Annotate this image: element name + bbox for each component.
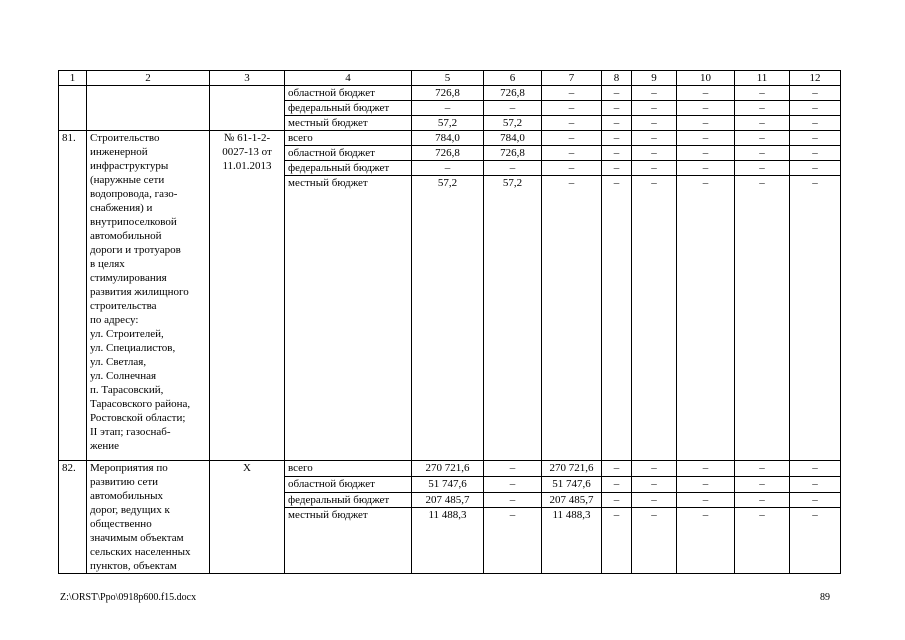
value-cell: 51 747,6 — [412, 476, 484, 492]
value-cell: 57,2 — [412, 176, 484, 461]
value-cell: – — [484, 101, 542, 116]
value-cell: – — [790, 492, 841, 508]
value-cell: – — [677, 508, 735, 574]
value-cell: – — [602, 86, 632, 101]
document-ref: № 61-1-2- 0027-13 от 11.01.2013 — [210, 131, 285, 461]
value-cell: 11 488,3 — [542, 508, 602, 574]
value-cell: – — [602, 176, 632, 461]
value-cell: 57,2 — [484, 116, 542, 131]
header-cell: 2 — [87, 71, 210, 86]
value-cell: – — [735, 476, 790, 492]
value-cell: – — [677, 176, 735, 461]
value-cell: – — [542, 161, 602, 176]
budget-source: федеральный бюджет — [285, 101, 412, 116]
value-cell: – — [790, 476, 841, 492]
value-cell: – — [677, 461, 735, 477]
value-cell: – — [602, 476, 632, 492]
value-cell: – — [790, 161, 841, 176]
table-row — [59, 461, 841, 477]
value-cell: – — [602, 492, 632, 508]
value-cell: – — [735, 86, 790, 101]
value-cell: 57,2 — [412, 116, 484, 131]
value-cell: – — [735, 161, 790, 176]
value-cell: – — [602, 131, 632, 146]
value-cell: – — [677, 101, 735, 116]
value-cell: 270 721,6 — [542, 461, 602, 477]
value-cell: 51 747,6 — [542, 476, 602, 492]
value-cell: 726,8 — [412, 86, 484, 101]
header-cell: 10 — [677, 71, 735, 86]
value-cell: 270 721,6 — [412, 461, 484, 477]
value-cell: – — [677, 161, 735, 176]
document-ref — [210, 86, 285, 131]
value-cell: 784,0 — [412, 131, 484, 146]
value-cell: – — [735, 492, 790, 508]
measure-name: Мероприятия по развитию сети автомобильных дорог, ведущих к общественно значимым объектам сельских населенных пунктов, объектам — [87, 461, 210, 574]
value-cell: – — [790, 86, 841, 101]
value-cell: – — [542, 176, 602, 461]
value-cell: – — [632, 86, 677, 101]
value-cell: – — [677, 476, 735, 492]
header-cell: 1 — [59, 71, 87, 86]
value-cell: 726,8 — [484, 146, 542, 161]
document-ref: Х — [210, 461, 285, 574]
header-cell: 4 — [285, 71, 412, 86]
row-number: 82. — [59, 461, 87, 574]
value-cell: 57,2 — [484, 176, 542, 461]
header-cell: 11 — [735, 71, 790, 86]
value-cell: – — [542, 146, 602, 161]
value-cell: – — [790, 146, 841, 161]
value-cell: 784,0 — [484, 131, 542, 146]
value-cell: – — [632, 476, 677, 492]
value-cell: – — [632, 116, 677, 131]
value-cell: – — [677, 116, 735, 131]
value-cell: – — [677, 131, 735, 146]
value-cell: – — [790, 101, 841, 116]
value-cell: – — [790, 508, 841, 574]
page-number: 89 — [820, 592, 830, 603]
value-cell: 726,8 — [484, 86, 542, 101]
value-cell: – — [484, 476, 542, 492]
value-cell: – — [632, 131, 677, 146]
value-cell: – — [542, 101, 602, 116]
value-cell: – — [542, 116, 602, 131]
budget-source: всего — [285, 131, 412, 146]
measure-name — [87, 86, 210, 131]
budget-source: областной бюджет — [285, 86, 412, 101]
header-cell: 6 — [484, 71, 542, 86]
value-cell: – — [735, 101, 790, 116]
value-cell: – — [632, 161, 677, 176]
header-cell: 12 — [790, 71, 841, 86]
budget-source: местный бюджет — [285, 508, 412, 574]
value-cell: – — [602, 116, 632, 131]
value-cell: – — [790, 116, 841, 131]
value-cell: – — [602, 146, 632, 161]
header-cell: 3 — [210, 71, 285, 86]
value-cell: – — [542, 86, 602, 101]
budget-source: местный бюджет — [285, 116, 412, 131]
value-cell: – — [602, 461, 632, 477]
value-cell: – — [632, 146, 677, 161]
value-cell: – — [602, 508, 632, 574]
budget-source: всего — [285, 461, 412, 477]
value-cell: – — [677, 86, 735, 101]
value-cell: – — [735, 131, 790, 146]
value-cell: – — [602, 101, 632, 116]
value-cell: – — [790, 461, 841, 477]
value-cell: – — [677, 492, 735, 508]
value-cell: – — [632, 461, 677, 477]
value-cell: – — [790, 176, 841, 461]
program-table — [58, 70, 841, 574]
value-cell: – — [735, 176, 790, 461]
value-cell: – — [677, 146, 735, 161]
header-row — [59, 71, 841, 86]
measure-name: Строительство инженерной инфраструктуры (наружные сети водопровода, газо- снабжения) и внутрипоселковой автомобильной дороги и тротуаров в целях стимулирования развития жилищного строительства по адресу: ул. Строителей, ул. Специалистов, ул. Светлая, ул. Солнечная п. Тарасовский, Тарасовского района, Ростовской области; II этап; газоснаб- жение — [87, 131, 210, 461]
budget-source: областной бюджет — [285, 146, 412, 161]
budget-source: местный бюджет — [285, 176, 412, 461]
row-number: 81. — [59, 131, 87, 461]
value-cell: 207 485,7 — [412, 492, 484, 508]
table-row — [59, 131, 841, 146]
header-cell: 8 — [602, 71, 632, 86]
table-row — [59, 86, 841, 101]
value-cell: – — [602, 161, 632, 176]
value-cell: – — [484, 461, 542, 477]
value-cell: 726,8 — [412, 146, 484, 161]
value-cell: – — [542, 131, 602, 146]
footer-file-path: Z:\ORST\Ppo\0918p600.f15.docx — [60, 592, 197, 603]
header-cell: 7 — [542, 71, 602, 86]
value-cell: – — [484, 508, 542, 574]
value-cell: – — [412, 101, 484, 116]
value-cell: – — [735, 461, 790, 477]
budget-source: областной бюджет — [285, 476, 412, 492]
value-cell: – — [735, 146, 790, 161]
header-cell: 5 — [412, 71, 484, 86]
row-number — [59, 86, 87, 131]
value-cell: – — [632, 492, 677, 508]
value-cell: 207 485,7 — [542, 492, 602, 508]
header-cell: 9 — [632, 71, 677, 86]
budget-source: федеральный бюджет — [285, 161, 412, 176]
value-cell: – — [632, 508, 677, 574]
value-cell: – — [735, 116, 790, 131]
value-cell: – — [790, 131, 841, 146]
value-cell: – — [484, 492, 542, 508]
value-cell: – — [412, 161, 484, 176]
value-cell: – — [632, 176, 677, 461]
value-cell: – — [735, 508, 790, 574]
value-cell: – — [484, 161, 542, 176]
budget-source: федеральный бюджет — [285, 492, 412, 508]
value-cell: 11 488,3 — [412, 508, 484, 574]
value-cell: – — [632, 101, 677, 116]
